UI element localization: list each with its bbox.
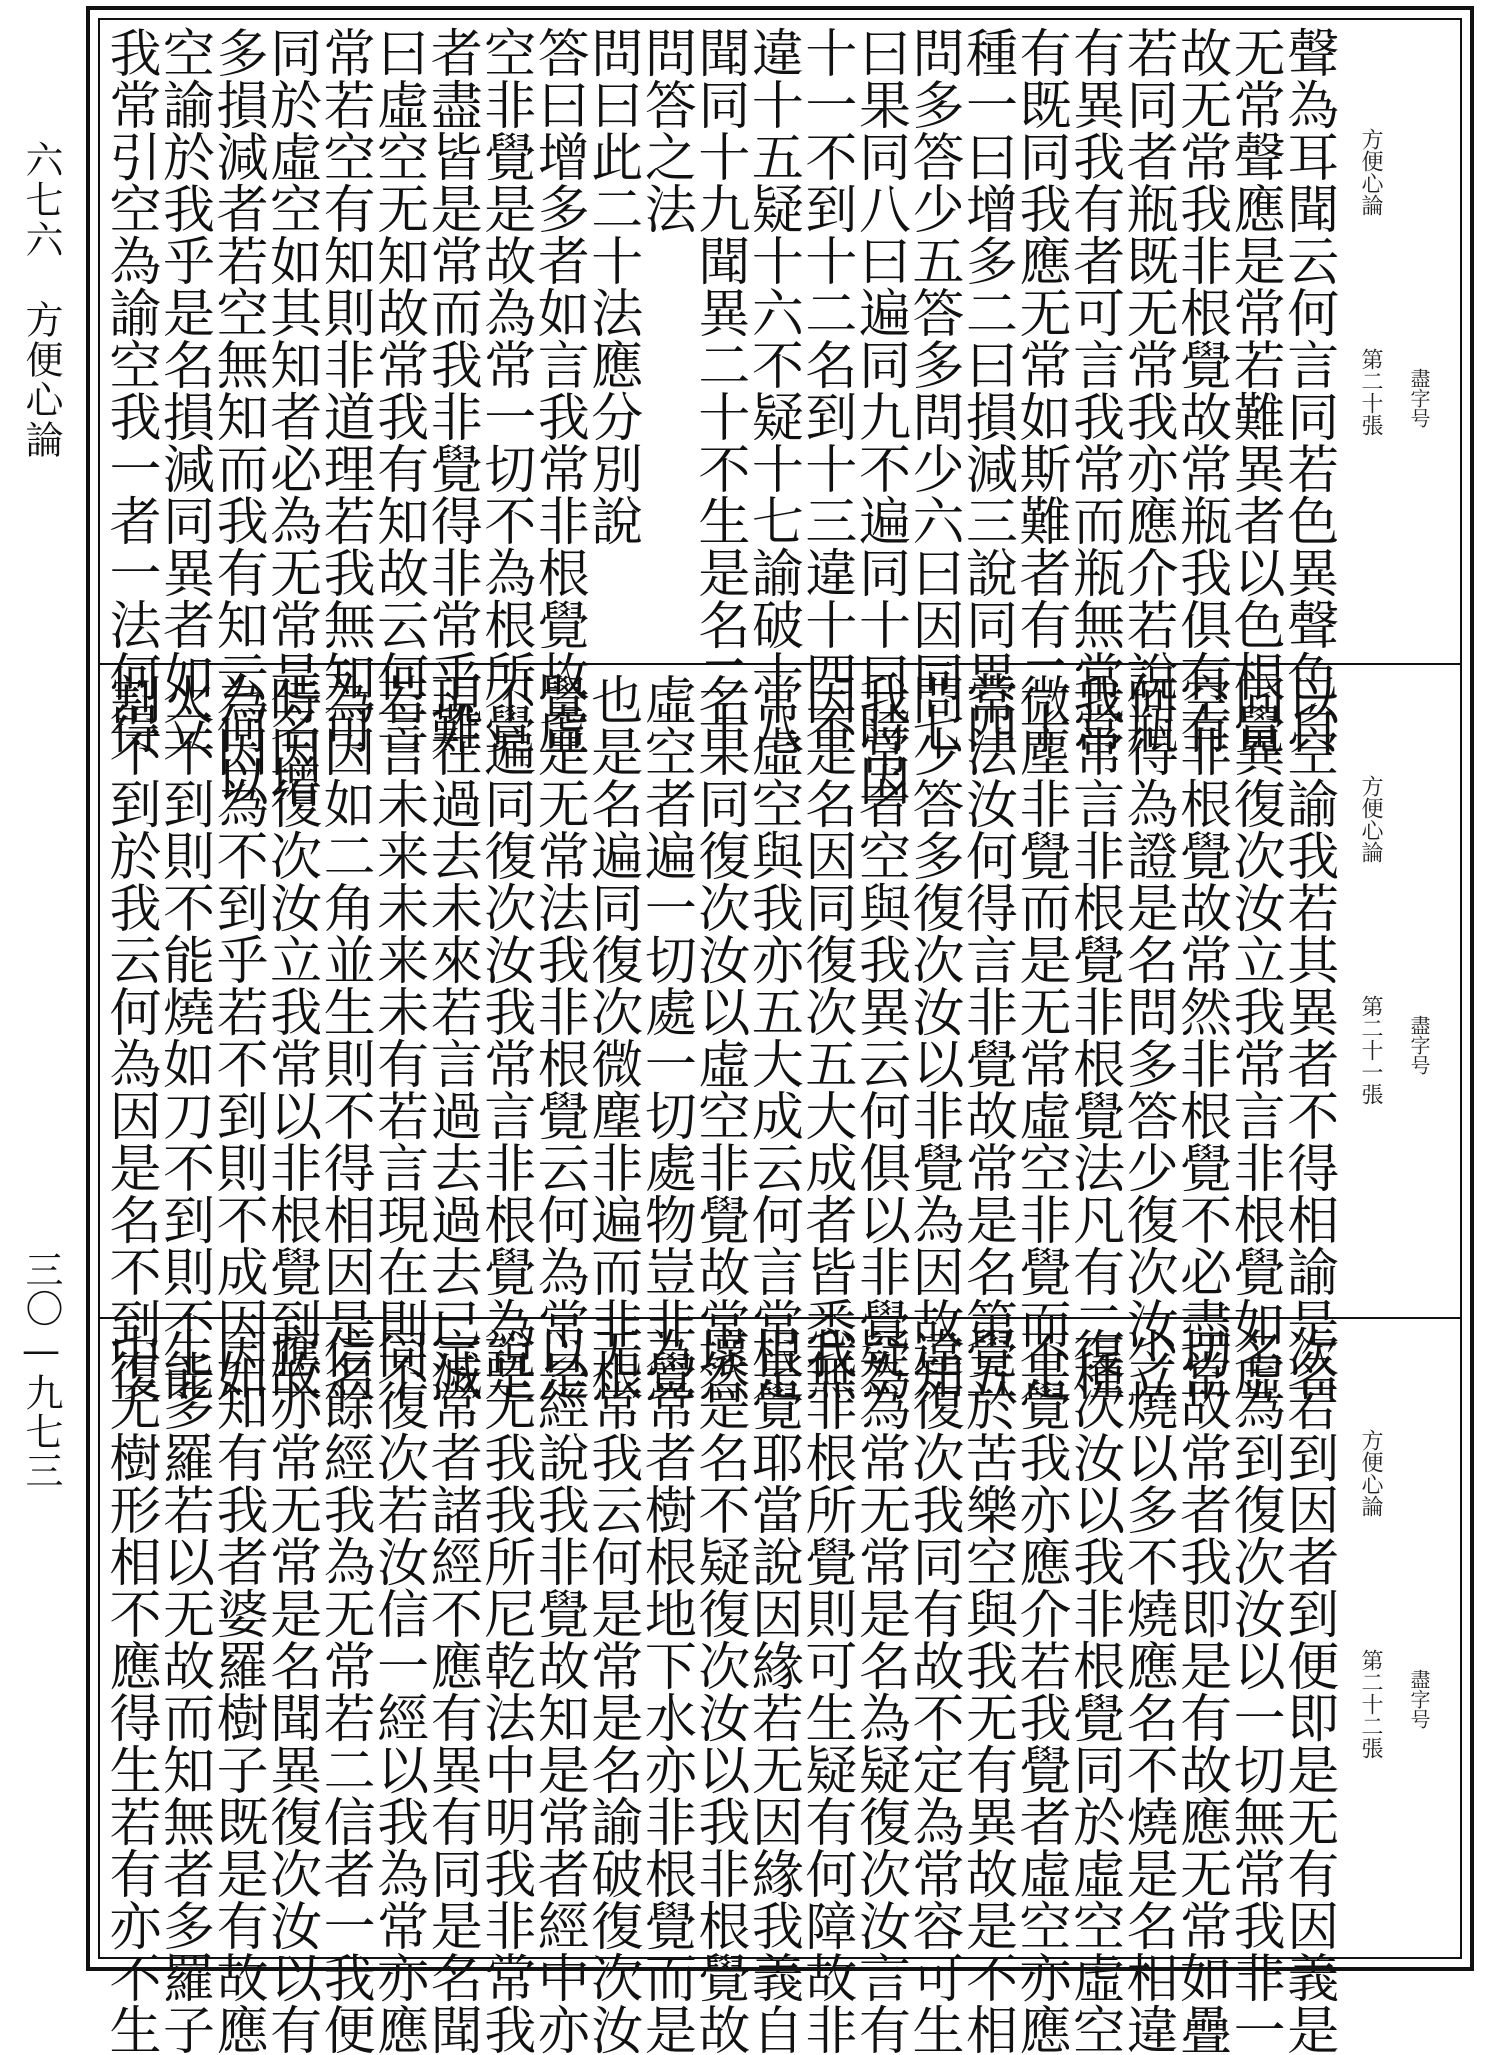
text-column: 同異復次汝立我常言非根覺如虛 (1224, 673, 1285, 1401)
text-column: 有既同我應无常如斯難者有二十 (1010, 26, 1071, 754)
text-column: 者盡皆是常而我非覺得非常乎難 (421, 26, 482, 754)
text-column: 微塵非覺而是无常虛空非覺而是 (1010, 673, 1071, 1401)
panel-margin-notes (1342, 1429, 1452, 1929)
text-column: 種一曰增多二曰損減三說同異四 (956, 26, 1017, 754)
text-columns (100, 673, 1338, 1401)
text-column: 為因為不到乎若不到則不成因如 (207, 673, 268, 1401)
text-column: 十一不到十二名到十三違十四不 (795, 26, 856, 754)
text-column: 虛空者遍一切處一切處物豈非覺 (635, 673, 696, 1401)
text-column: 火不到則不能燒如刀不到則不能 (153, 673, 214, 1401)
text-column: 根覺耶當說因緣若无因緣我義自 (742, 1327, 803, 2055)
text-column: 壞是名不疑復次汝以我非根覺故 (688, 1327, 749, 2055)
text-column: 問少答多復次汝以非覺為因故知 (902, 673, 963, 1401)
text-column: 不遍同復次汝我常言非根覺為是 (474, 673, 535, 1401)
panel-margin-notes (1342, 128, 1452, 628)
text-column: 我常者空與我異云何俱以非覺為 (849, 673, 910, 1401)
text-column: 說无我我所尼乾法中明我非常我 (474, 1327, 535, 2055)
text-column: 問答之法 (635, 26, 696, 234)
text-column: 時因復次汝立我常以非根覺到故 (260, 673, 321, 1401)
margin-title: 方便心論 (1358, 775, 1383, 863)
text-column: 常法汝何得言非覺故常是名第五 (956, 673, 1017, 1401)
text-column: 問曰此二十法應分別說 (581, 26, 642, 546)
text-column: 切故常者我即是有故應无常如疊 (1170, 1327, 1231, 2055)
text-column: 以經說我非覺故知是常者經中亦 (528, 1327, 589, 2055)
text-column: 違十五疑十六不疑十七諭破十八 (742, 26, 803, 754)
panel-3 (98, 1317, 1462, 2055)
text-column: 聞同十九聞異二十不生是名二十 (688, 26, 749, 754)
text-column: 割不到於我云何為因是名不到復 (100, 673, 160, 1401)
text-column: 聲為耳聞云何言同若色異聲色自 (1277, 26, 1338, 754)
text-column: 復次汝以我非根覺同於虛空虛空 (1063, 1327, 1124, 2055)
text-column: 違復次我同有故不定為常容可生 (902, 1327, 963, 2055)
text-column: 覺是无常法我非根覺云何為常是 (528, 673, 589, 1401)
text-column: 空非根覺故常然非根覺不必盡常 (1170, 673, 1231, 1401)
text-column: 空非覺是故為常一切不為根所覺 (474, 26, 535, 754)
text-column: 常若空有知則非道理若我無知可 (314, 26, 375, 754)
text-column: 无常我云何是常是名諭破復次汝 (581, 1327, 642, 2055)
text-column: 少燒以多不燒應名不燒是名相違 (1117, 1327, 1178, 2055)
text-column: 為因如二角並生則不得相因是名 (314, 673, 375, 1401)
panel-margin-notes (1342, 775, 1452, 1275)
text-columns (100, 1327, 1338, 2055)
text-column: 我非根所覺則可生疑有何障故非 (795, 1327, 856, 2055)
text-column: 定常者諸經不應有異有同是名聞 (421, 1327, 482, 2055)
carver-mark: 盡字号 (1407, 1669, 1431, 1729)
text-column: 多損減者若空無知而我有知云何以 (207, 26, 268, 806)
text-column: 因是名因同復次五大成者皆悉無 (795, 673, 856, 1401)
text-columns (100, 26, 1338, 806)
text-column: 我常言非根覺非根覺法凡有二種 (1063, 673, 1124, 1401)
text-column: 同於虛空如其知者必為无常是名增 (260, 26, 321, 806)
text-column: 有異我有者可言我常而瓶無常常 (1063, 26, 1124, 754)
text-column: 中无樹形相不應得生若有亦不生 (100, 1327, 160, 2055)
text-column: 若言未来未来未有若言現在則不 (367, 673, 428, 1401)
margin-title: 方便心論 (1358, 128, 1383, 216)
carver-mark: 盡字号 (1407, 1015, 1431, 1075)
text-column: 曰果同八曰遍同九不遍同十曰時因 (849, 26, 910, 806)
text-column: 應亦常无常是名聞異復次汝以有 (260, 1327, 321, 2055)
text-column: 若同者瓶既无常我亦應介若說瓶 (1117, 26, 1178, 754)
sheet-number: 第二十二張 (1358, 1649, 1383, 1759)
page-number: 三〇—九七三 (19, 1250, 63, 1490)
sheet-number: 第二十一張 (1358, 995, 1383, 1105)
text-column: 次若到因者到便即是无有因義是 (1277, 1327, 1338, 2055)
text-column: 名果同復次汝以虛空非覺故常然 (688, 673, 749, 1401)
text-column: 因知有我者婆羅樹子既是有故應 (207, 1327, 268, 2055)
text-column: 我常引空為諭空我一者一法何得 (100, 26, 160, 754)
carver-mark: 盡字号 (1407, 368, 1431, 428)
text-column: 也是名遍同復次微塵非遍而非根 (581, 673, 642, 1401)
text-column: 不覺我亦應介若我覺者虛空亦應 (1010, 1327, 1071, 2055)
left-margin (0, 0, 78, 1983)
text-column: 何得為證是名問多答少復次汝立 (1117, 673, 1178, 1401)
text-column: 生多羅若以无故而知無者多羅子 (153, 1327, 214, 2055)
text-column: 信餘經我為无常若二信者一我便 (314, 1327, 375, 2055)
panel-2 (98, 663, 1462, 1401)
text-column: 為常者樹根地下水亦非根覺而是 (635, 1327, 696, 2055)
text-column: 現在過去未來若言過去過去已滅 (421, 673, 482, 1401)
text-column: 故无常我非根覺故常瓶我俱有有 (1170, 26, 1231, 754)
text-column: 名為到復次汝以一切無常我非一 (1224, 1327, 1285, 2055)
text-column: 答曰增多者如言我常非根覺故虛 (528, 26, 589, 754)
text-column: 以空諭我若其異者不得相諭是名 (1277, 673, 1338, 1401)
text-column: 曰虛空无知故常我有知故云何言 (367, 26, 428, 754)
text-column: 空諭於我乎是名損減同異者如立 (153, 26, 214, 754)
text-column: 无常聲應是常若難異者以色根覺 (1224, 26, 1285, 754)
text-column: 同復次若汝信一經以我為常亦應 (367, 1327, 428, 2055)
panel-1 (98, 18, 1462, 806)
text-column: 覺於苦樂空與我无有異故是不相 (956, 1327, 1017, 2055)
sheet-number: 第二十張 (1358, 348, 1383, 436)
text-column: 疑為常无常是名為疑復次汝言有 (849, 1327, 910, 2055)
book-title: 六七六 方便心論 (19, 140, 63, 460)
text-column: 問多答少五答多問少六曰因同七 (902, 26, 963, 754)
margin-title: 方便心論 (1358, 1429, 1383, 1517)
text-column: 常虛空與我亦五大成云何言常是 (742, 673, 803, 1401)
